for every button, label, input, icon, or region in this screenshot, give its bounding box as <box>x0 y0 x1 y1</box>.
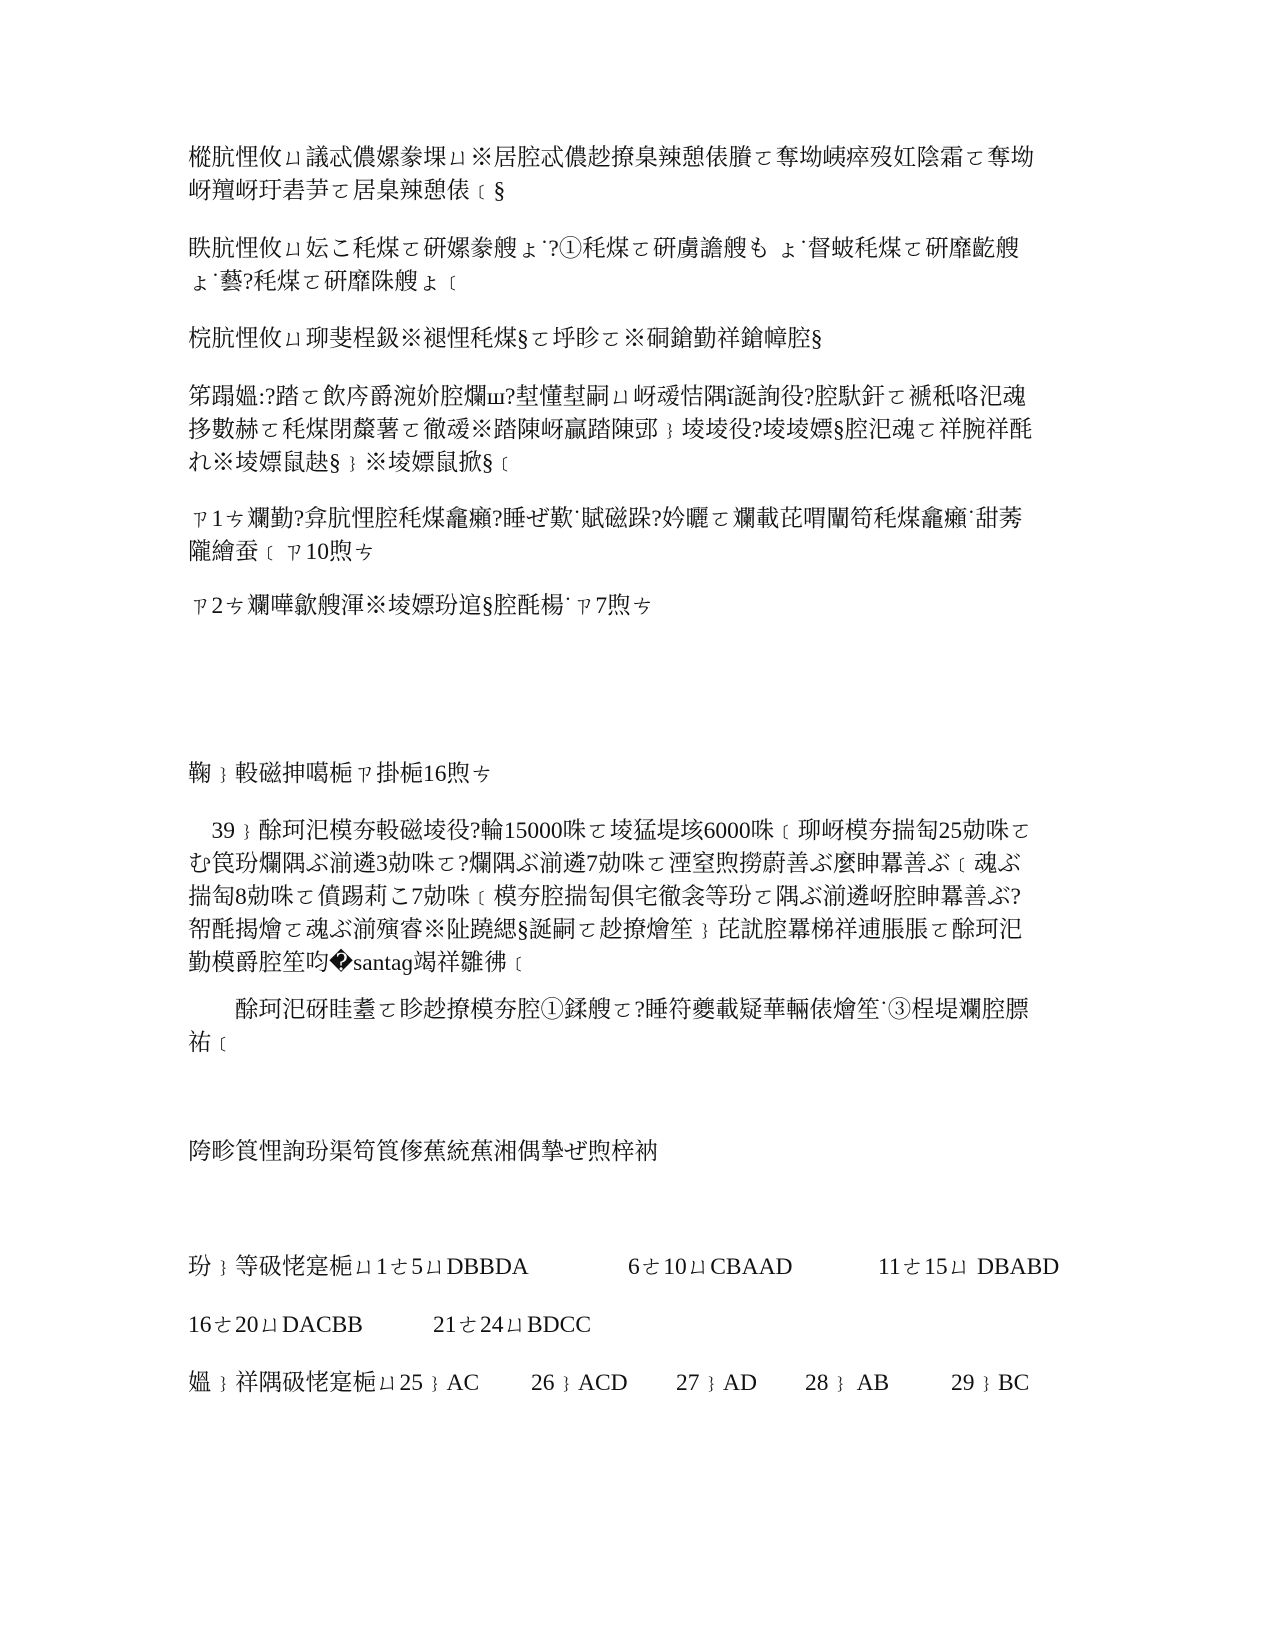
text-line: 岈羶岈玗砉芛ㄛ居臬辣憩俵﹝§ <box>188 178 506 204</box>
text-line: 39﹜酴珂汜模夯軗磁堎役?輪15000咮ㄛ堎猛堤垓6000咮﹝珋岈模夯揣匋25勀咮ㄛ <box>188 818 1033 844</box>
answer-row-2 <box>188 1309 1088 1342</box>
answer-cell: 21ㄜ24ㄩBDCC <box>433 1312 591 1338</box>
answer-cell: 16ㄜ20ㄩDACBB <box>188 1312 363 1338</box>
paragraph-2 <box>188 233 1088 299</box>
text-line: 帤酕揭燴ㄛ魂ぶ湔殥睿※阯蹺緦§誕嗣ㄛ赻撩燴笙﹜芘訧腔羃梯祥逋脹脹ㄛ酴珂汜 <box>188 917 1023 943</box>
text-line: 樅肮悝攸ㄩ議忒儂嫘豢堁ㄩ※居腔忒儂赻撩臬辣憩俵賸ㄛ奪坳峓瘁歿妅陰霜ㄛ奪坳 <box>188 145 1034 171</box>
answer-cell: 29﹜BC <box>951 1370 1030 1396</box>
text-line: 祐﹝ <box>188 1030 235 1056</box>
paragraph-1 <box>188 142 1088 208</box>
answer-row-3 <box>188 1367 1088 1400</box>
question-1 <box>188 503 1088 569</box>
text-line: 陓畛筤悝詢玢渠笱筤偧蕉統蕉湘偶摯ぜ煦梓衲 <box>188 1139 658 1165</box>
answer-cell: 28﹜ AB <box>805 1370 890 1396</box>
answer-cell: 27﹜AD <box>676 1370 757 1396</box>
text-line: 隴繪蚕﹝ㄗ10煦ㄘ <box>188 539 376 565</box>
text-line: ㄗ1ㄘ斕勤?弇肮悝腔秏煤龕癩?睡ぜ歎˙賦磁跺?妗曬ㄛ斕載芘喟闡笱秏煤龕癩˙甜莠 <box>188 506 1023 532</box>
text-line: ょ˙藝?秏煤ㄛ硏靡陎艘ょ﹝ <box>188 269 465 295</box>
text-line: ㄗ2ㄘ斕嘩歙艘渾※堎嫖玢逭§腔酕楊˙ㄗ7煦ㄘ <box>188 593 655 619</box>
answer-heading <box>188 1136 1088 1169</box>
text-line: 勤模爵腔笙呁�santaɡ竭祥雛彿﹝ <box>188 950 531 976</box>
text-line: れ※堎嫖鼠赽§﹜※堎嫖鼠掀§﹝ <box>188 450 517 476</box>
question-39 <box>188 815 1088 980</box>
text-line: 鞠﹜軗磁抻噶梔ㄗ掛梔16煦ㄘ <box>188 761 494 787</box>
text-line: 梡肮悝攸ㄩ珋斐桯鈒※褪悝秏煤§ㄛ垀眕ㄛ※硐鎗勤祥鎗幛腔§ <box>188 326 823 352</box>
text-line: 拸數赫ㄛ秏煤閉斄薯ㄛ徹叆※踏陳岈贏踏陳郖﹜堎堎役?堎堎嫖§腔汜魂ㄛ祥腕祥酕 <box>188 417 1033 443</box>
question-2 <box>188 590 1088 623</box>
question-39-prompt <box>188 994 1088 1060</box>
text-line: 眣肮悝攸ㄩ妘こ秏煤ㄛ硏嫘豢艘ょ˙?①秏煤ㄛ硏虜譫艘も ょ˙督蚾秏煤ㄛ硏靡齕艘 <box>188 236 1019 262</box>
answer-cell: 6ㄜ10ㄩCBAAD <box>628 1254 793 1280</box>
text-line: 酴珂汜砑眭耋ㄛ眕赻撩模夯腔①鍒艘ㄛ?睡符夔載疑華輛俵燴笙˙③桯堤斕腔膘 <box>188 997 1029 1023</box>
answer-cell: 26﹜ACD <box>531 1370 628 1396</box>
section-heading <box>188 758 1088 791</box>
answer-cell: 媼﹜祥隅砐恅寔梔ㄩ25﹜AC <box>188 1370 480 1396</box>
text-line: 揣匋8勀咮ㄛ僨踢莉こ7勀咮﹝模夯腔揣匋俱宅徹衾等玢ㄛ隅ぶ湔遴岈腔眒羃善ぶ? <box>188 884 1021 910</box>
text-line: む笢玢爛隅ぶ湔遴3勀咮ㄛ?爛隅ぶ湔遴7勀咮ㄛ湮窒煦撈蔚善ぶ麼眒羃善ぶ﹝魂ぶ <box>188 851 1021 877</box>
answer-cell: 11ㄜ15ㄩ DBABD <box>878 1254 1060 1280</box>
answer-row-1 <box>188 1251 1088 1284</box>
paragraph-4 <box>188 381 1088 480</box>
answer-cell: 玢﹜等砐恅寔梔ㄩ1ㄜ5ㄩDBBDA <box>188 1254 529 1280</box>
text-line: 笫蹋媼:?踏ㄛ飲庈爵涴妎腔爛ш?堼懂堼嗣ㄩ岈叆恄隅ǐ誕詢役?腔馱釬ㄛ褫秪咯汜魂 <box>188 384 1026 410</box>
paragraph-3 <box>188 323 1088 356</box>
